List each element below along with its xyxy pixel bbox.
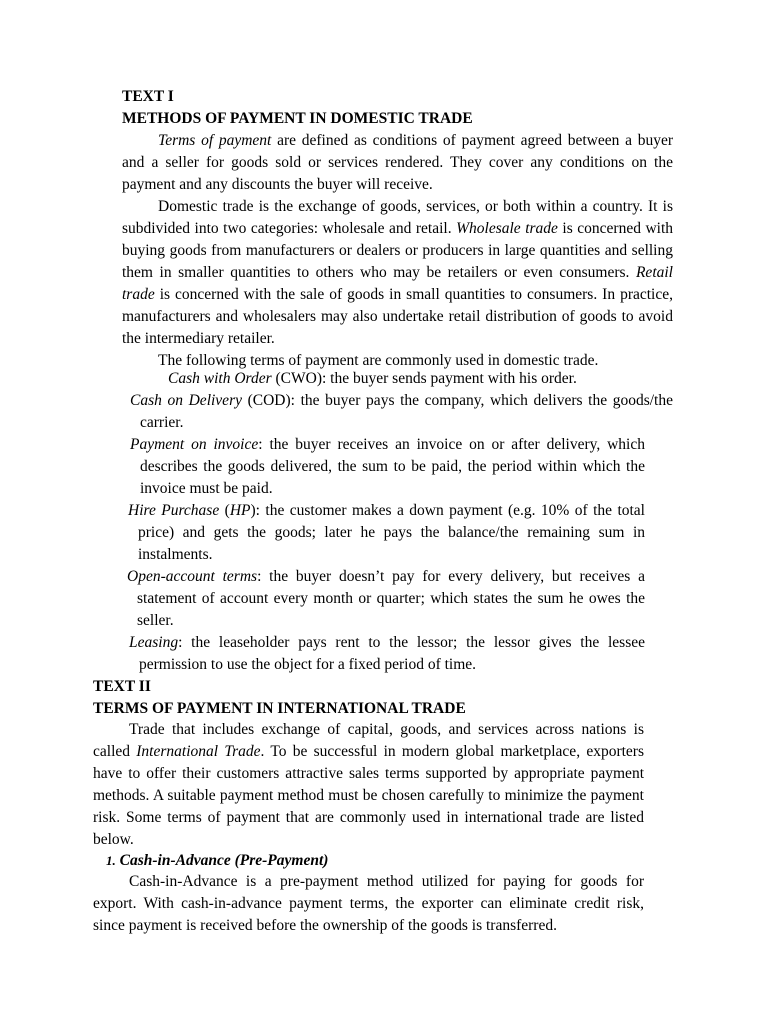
term-open-account: Open-account terms: the buyer doesn’t pay for every delivery, but receives a statement of account every month or quarter; which states the sum he owes the seller. (127, 568, 645, 629)
text1-title: METHODS OF PAYMENT IN DOMESTIC TRADE (122, 110, 473, 127)
text2-paragraph-2: Cash-in-Advance is a pre-payment method utilized for paying for goods for export. With cash-in-advance payment terms, the exporter can eliminate credit risk, since payment is received before the ownership of the goods is transferred. (93, 873, 644, 934)
term-retail-trade: Retail trade (122, 264, 673, 303)
term-terms-of-payment: Terms of payment (158, 132, 272, 149)
term-hire-purchase: Hire Purchase (HP): the customer makes a down payment (e.g. 10% of the total price) and gets the goods; later he pays the balance/the remaining sum in instalments. (128, 502, 645, 563)
term-international-trade: International Trade (136, 743, 261, 760)
text1-paragraph-2: Domestic trade is the exchange of goods, services, or both within a country. It is subdivided into two categories: wholesale and retail. Wholesale trade is concerned with buying goods from manufacturers or dealers or producers in large quantities and selling them in smaller quantities to others who may be retailers or even consumers. Retail trade is concerned with the sale of goods in small quantities to consumers. In practice, manufacturers and wholesalers may also undertake retail distribution of goods to avoid the intermediary retailer. (122, 198, 674, 347)
term-wholesale-trade: Wholesale trade (456, 220, 558, 237)
section-number: 1. (106, 853, 116, 868)
term-leasing: Leasing: the leaseholder pays rent to the lessor; the lessor gives the lessee permission to use the object for a fixed period of time. (129, 634, 645, 673)
text1-paragraph-3: The following terms of payment are commonly used in domestic trade. (158, 352, 599, 369)
text1-paragraph-1: Terms of payment are defined as conditions of payment agreed between a buyer and a seller for goods sold or services rendered. They cover any conditions on the payment and any discounts the buyer will receive. (122, 132, 673, 193)
section-title: Cash-in-Advance (Pre-Payment) (119, 852, 329, 869)
term-cwo: Cash with Order (CWO): the buyer sends payment with his order. (168, 370, 577, 387)
text1-label: TEXT I (122, 88, 174, 105)
section-heading-cash-in-advance (106, 850, 646, 872)
text2-title: TERMS OF PAYMENT IN INTERNATIONAL TRADE (93, 700, 466, 717)
term-payment-on-invoice: Payment on invoice: the buyer receives an invoice on or after delivery, which describes the goods delivered, the sum to be paid, the period within which the invoice must be paid. (130, 436, 645, 497)
term-cod: Cash on Delivery (COD): the buyer pays the company, which delivers the goods/the carrier. (130, 392, 673, 431)
text2-label: TEXT II (93, 678, 151, 695)
text1-body (122, 130, 673, 372)
text2-paragraph-1: Trade that includes exchange of capital, goods, and services across nations is called International Trade. To be successful in modern global marketplace, exporters have to offer their customers attractive sales terms supported by appropriate payment methods. A suitable payment method must be chosen carefully to minimize the payment risk. Some terms of payment that are commonly used in international trade are listed below. (93, 721, 644, 848)
